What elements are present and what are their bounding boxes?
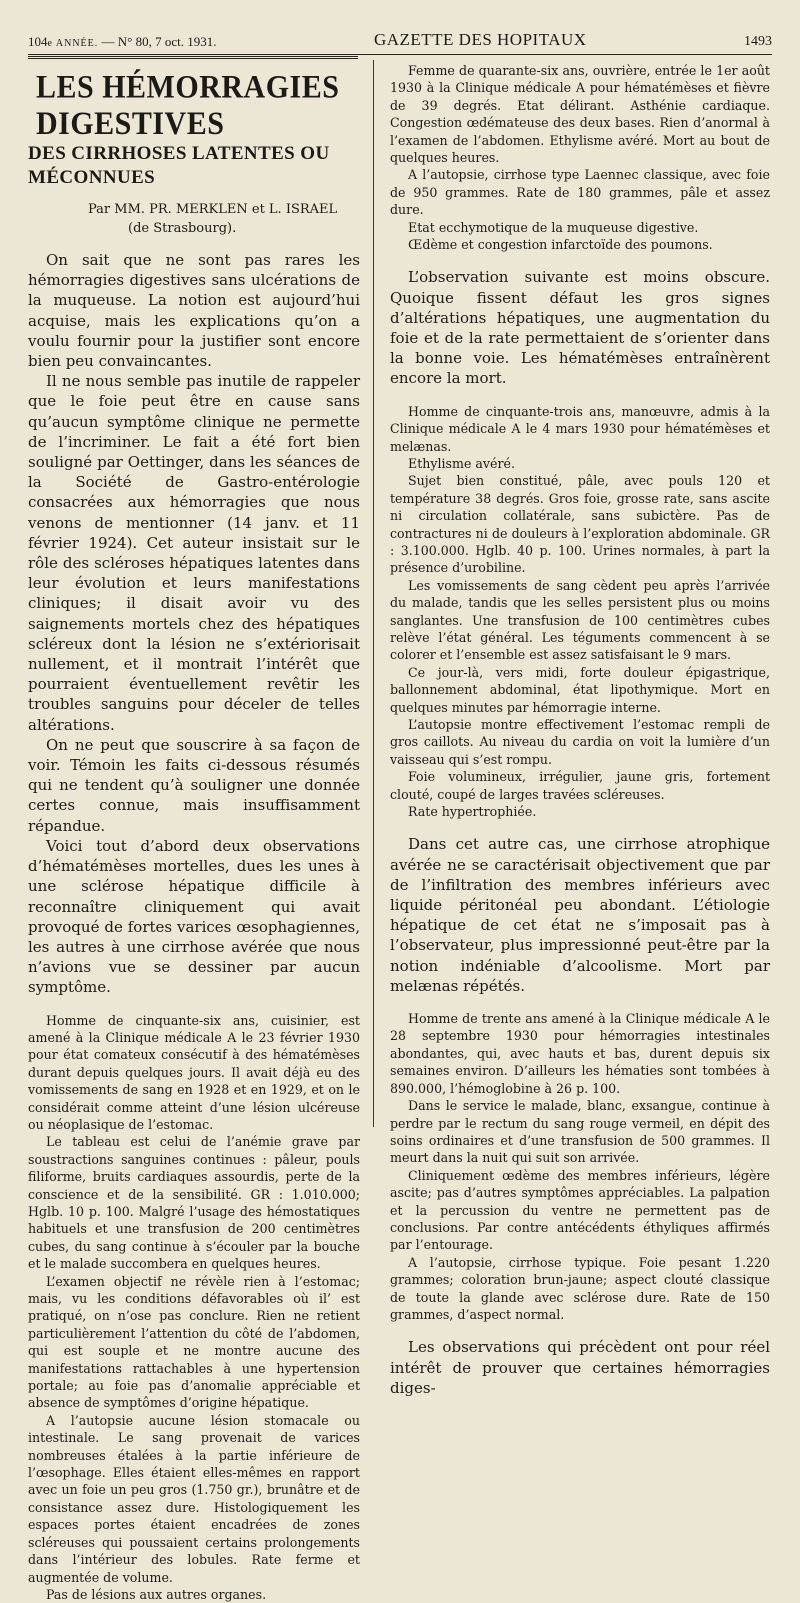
article-subtitle: DES CIRRHOSES LATENTES OU MÉCONNUES xyxy=(28,143,330,188)
commentary-paragraph: Les observations qui précèdent ont pour réel intérêt de prouver que certaines hémorragies diges- xyxy=(390,1338,770,1397)
year-suffix: e ANNÉE. xyxy=(47,38,99,49)
intro-paragraph: On ne peut que souscrire à sa façon de voir. Témoin les faits ci-dessous résumés qui ne tendent qu’à souligner une donnée certes connue, mais insuffisamment répandue. xyxy=(28,735,360,835)
case-observation xyxy=(390,403,770,821)
observation-paragraph: A l’autopsie, cirrhose typique. Foie pesant 1.220 grammes; coloration brun-jaune; aspect clouté classique de toute la glande avec sclérose dure. Rate de 150 grammes, d’aspect normal. xyxy=(390,1254,770,1322)
byline: Par MM. PR. MERKLEN et L. ISRAEL xyxy=(88,202,338,217)
observation-paragraph: A l’autopsie aucune lésion stomacale ou intestinale. Le sang provenait de varices nombreuses étalées à la partie inférieure de l’œsophage. Elles étaient elles-mêmes en rapport avec un foie un peu gros (1.750 gr.), brunâtre et de consistance assez dure. Histologiquement les espaces portes étaient encadrées de zones scléreuses qui poussaient certains prolongements dans l’intérieur des lobules. Rate ferme et augmentée de volume. xyxy=(28,1412,360,1585)
observation-paragraph: Œdème et congestion infarctoïde des poumons. xyxy=(408,237,713,253)
case-observation xyxy=(28,1012,360,1603)
case-observation xyxy=(390,1010,770,1323)
observation-paragraph: Foie volumineux, irrégulier, jaune gris, fortement clouté, coupé de larges travées scléreuses. xyxy=(390,769,770,802)
year-prefix: 104 xyxy=(28,34,48,49)
observation-paragraph: L’examen objectif ne révèle rien à l’estomac; mais, vu les conditions défavorables où il’ est pratiqué, on n’ose pas conclure. Rien ne retient particulièrement l’attention du côté de l’abdomen, qui est souple et ne montre aucune des manifestations rattachables à une hypertension portale; au foie pas d’anomalie appréciable et absence de symptômes d’origine hépatique. xyxy=(28,1273,360,1411)
column-divider xyxy=(373,60,374,1127)
observation-paragraph: Ce jour-là, vers midi, forte douleur épigastrique, ballonnement abdominal, état lipothymique. Mort en quelques minutes par hémorragie interne. xyxy=(390,664,770,715)
observation-paragraph: Cliniquement œdème des membres inférieurs, légère ascite; pas d’autres symptômes appréciables. La palpation et la percussion du ventre ne permettent pas de conclusions. Par contre antécédents éthyliques affirmés par l’entourage. xyxy=(390,1167,770,1253)
observation-paragraph: Dans le service le malade, blanc, exsangue, continue à perdre par le rectum du sang rouge vermeil, en dépit des soins ordinaires et d’une transfusion de 500 grammes. Il meurt dans la nuit qui suit son arrivée. xyxy=(390,1098,770,1166)
observation-paragraph: L’autopsie montre effectivement l’estomac rempli de gros caillots. Au niveau du cardia on voit la lumière d’un vaisseau qui s’est rompu. xyxy=(390,717,770,767)
intro-paragraph: Voici tout d’abord deux observations d’hématémèses mortelles, dues les unes à une sclérose hépatique difficile à reconnaître cliniquement qui avait provoqué de fortes varices œsophagiennes, les autres à une cirrhose avérée que nous n’avions vue se dessiner par aucun symptôme. xyxy=(28,836,360,997)
observation-paragraph: Etat ecchymotique de la muqueuse digestive. xyxy=(408,219,699,235)
right-column xyxy=(390,58,770,1397)
page-number: 1493 xyxy=(744,34,772,49)
issue-info xyxy=(28,34,217,50)
observation-paragraph: Pas de lésions aux autres organes. xyxy=(46,1586,267,1602)
left-column xyxy=(28,58,360,1602)
issue-number: — N° 80, 7 oct. 1931. xyxy=(101,34,217,49)
observation-paragraph: Sujet bien constitué, pâle, avec pouls 120 et température 38 degrés. Gros foie, grosse rate, sans ascite ni circulation collatérale, sans subictère. Pas de contractures ni de douleurs à l’exploration abdominale. GR : 3.100.000. Hglb. 40 p. 100. Urines normales, à part la présence d’urobiline. xyxy=(390,473,770,576)
affiliation: (de Strasbourg). xyxy=(128,221,237,236)
article-title: LES HÉMORRAGIES DIGESTIVES xyxy=(36,69,340,142)
intro-paragraph: On sait que ne sont pas rares les hémorragies digestives sans ulcérations de la muqueuse. La notion est aujourd’hui acquise, mais les explications qu’on a voulu fournir pour la justifier sont encore bien peu convaincantes. xyxy=(28,251,360,371)
observation-paragraph: Femme de quarante-six ans, ouvrière, entrée le 1er août 1930 à la Clinique médicale A pour hématémèses et fièvre de 39 degrés. Etat délirant. Asthénie cardiaque. Congestion œdémateuse des deux bases. Rien d’anormal à l’examen de l’abdomen. Ethylisme avéré. Mort au bout de quelques heures. xyxy=(390,63,770,166)
journal-title: GAZETTE DES HOPITAUX xyxy=(373,30,587,49)
observation-paragraph: Homme de cinquante-six ans, cuisinier, est amené à la Clinique médicale A le 23 février 1930 pour état comateux consécutif à des hématémèses durant depuis quelques jours. Il avait déjà eu des vomissements de sang en 1928 et en 1929, et on le considérait comme atteint d’une lésion ulcéreuse ou néoplasique de l’estomac. xyxy=(28,1012,360,1132)
observation-paragraph: A l’autopsie, cirrhose type Laennec classique, avec foie de 950 grammes. Rate de 180 grammes, pâle et assez dure. xyxy=(390,167,770,218)
commentary-paragraph: L’observation suivante est moins obscure. Quoique fissent défaut les gros signes d’altérations hépatiques, une augmentation du foie et de la rate permettaient de s’orienter dans la bonne voie. Les hématémèses entraînèrent encore la mort. xyxy=(390,268,770,388)
page-header xyxy=(28,16,772,55)
commentary-paragraph: Dans cet autre cas, une cirrhose atrophique avérée ne se caractérisait objectivement que par de l’infiltration des membres inférieurs avec liquide péritonéal peu abondant. L’étiologie hépatique de cet état ne s’imposait pas à l’observateur, plus impressionné peut-être par la notion indéniable d’alcoolisme. Mort par melænas répétés. xyxy=(390,835,770,995)
observation-paragraph: Le tableau est celui de l’anémie grave par soustractions sanguines continues : pâleur, pouls filiforme, bruits cardiaques assourdis, perte de la conscience et de la sensibilité. GR : 1.010.000; Hglb. 10 p. 100. Malgré l’usage des hémostatiques habituels et une transfusion de 200 centimètres cubes, du sang continue à s’écouler par la bouche et le malade succombera en quelques heures. xyxy=(28,1134,360,1272)
observation-paragraph: Homme de trente ans amené à la Clinique médicale A le 28 septembre 1930 pour hémorragies intestinales abondantes, qui, avec hauts et bas, durent depuis six semaines environ. D’ailleurs les hématies sont tombées à 890.000, l’hémoglobine à 26 p. 100. xyxy=(390,1011,770,1096)
intro-paragraph: Il ne nous semble pas inutile de rappeler que le foie peut être en cause sans qu’aucun symptôme clinique ne permette de l’incriminer. Le fait a été fort bien souligné par Oettinger, dans les séances de la Société de Gastro-entérologie consacrées aux hémorragies que nous venons de mentionner (14 janv. et 11 février 1924). Cet auteur insistait sur le rôle des scléroses hépatiques latentes dans leur évolution et leurs manifestations cliniques; il disait avoir vu des saignements mortels chez des hépatiques scléreux dont la lésion ne s’extériorisait nullement, et il montrait l’intérêt que pourraient éventuellement revêtir les troubles sanguins pour déceler de telles altérations. xyxy=(28,372,360,734)
observation-paragraph: Les vomissements de sang cèdent peu après l’arrivée du malade, tandis que les selles persistent plus ou moins sanglantes. Une transfusion de 100 centimètres cubes relève l’état général. Les téguments commencent à se colorer et l’ensemble est assez satisfaisant le 9 mars. xyxy=(390,577,770,663)
case-observation xyxy=(390,62,770,253)
observation-paragraph: Rate hypertrophiée. xyxy=(408,804,537,820)
observation-paragraph: Homme de cinquante-trois ans, manœuvre, admis à la Clinique médicale A le 4 mars 1930 pour hématémèses et melænas. xyxy=(390,403,770,454)
observation-paragraph: Ethylisme avéré. xyxy=(408,455,515,471)
